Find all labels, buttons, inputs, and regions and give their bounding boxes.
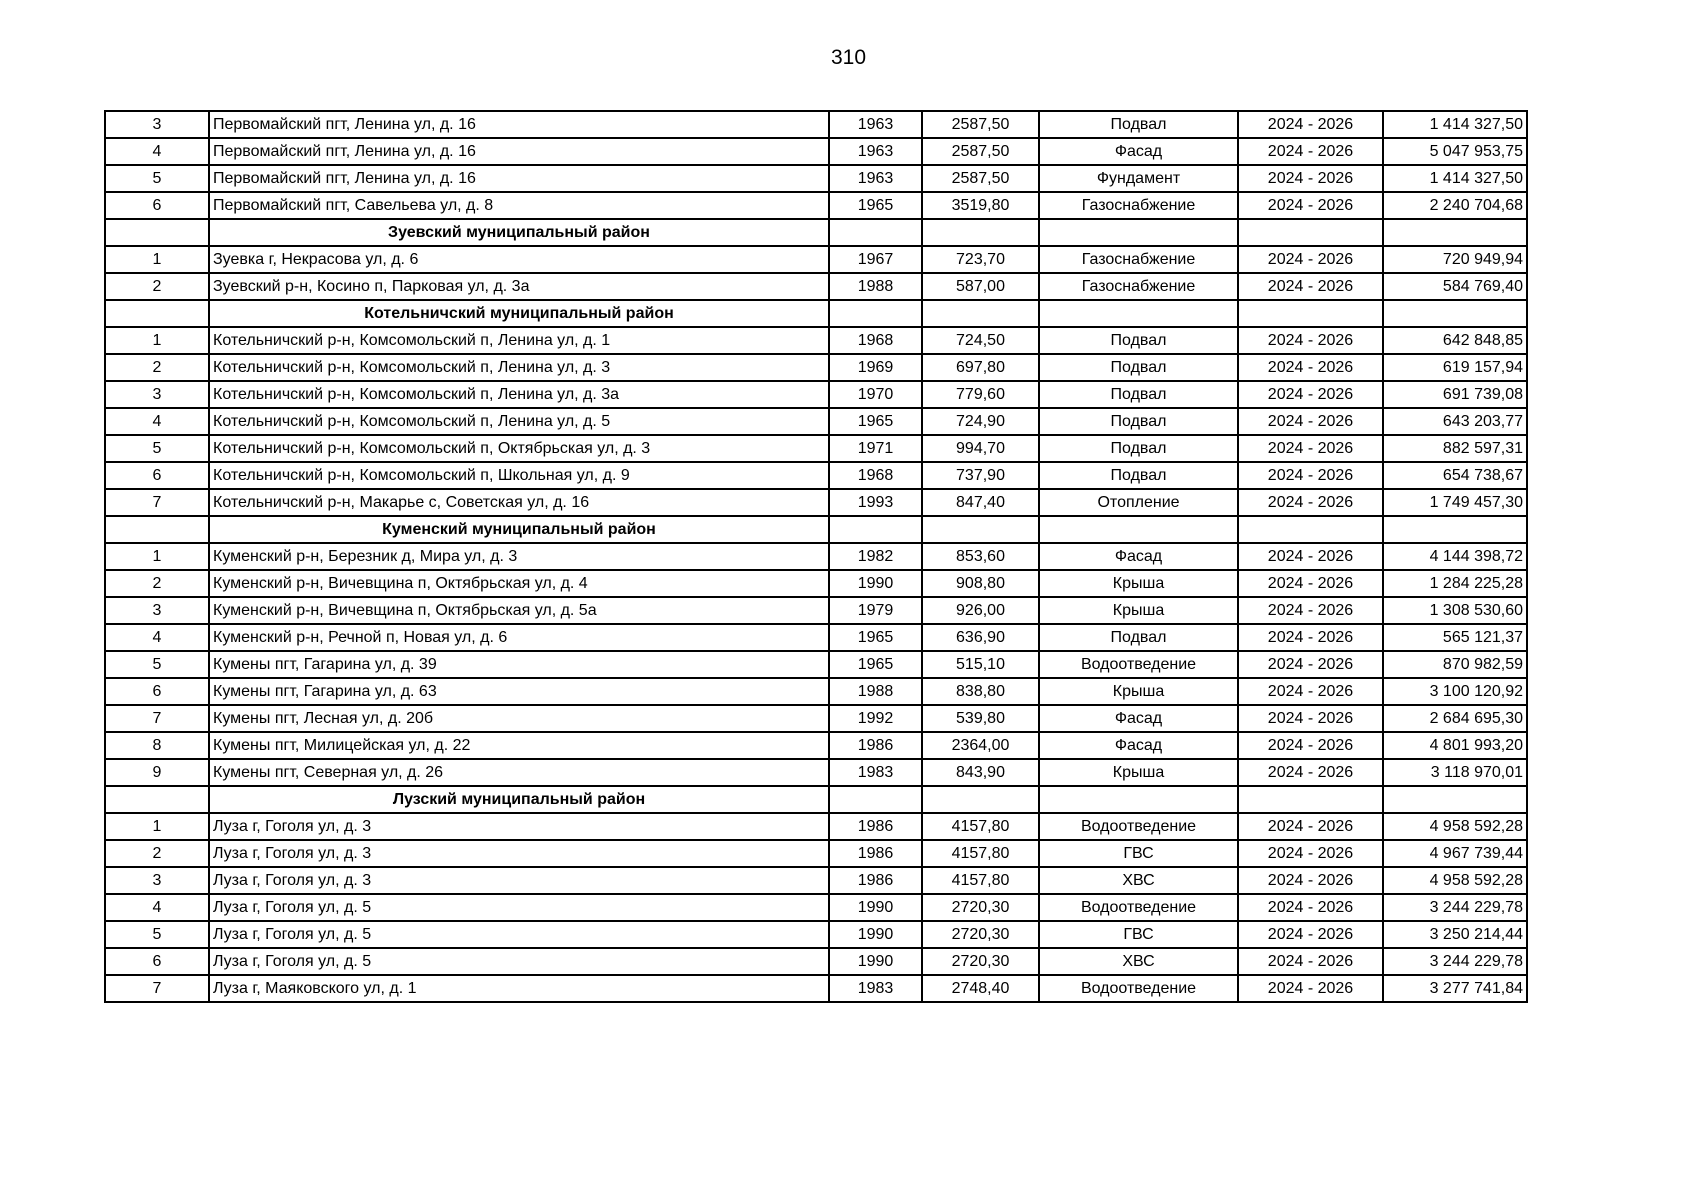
- build-year-cell: 1979: [829, 597, 922, 624]
- work-type-cell: ГВС: [1039, 840, 1238, 867]
- work-type-cell: Водоотведение: [1039, 651, 1238, 678]
- cost-cell: 2 240 704,68: [1383, 192, 1527, 219]
- address-cell: Куменский р-н, Вичевщина п, Октябрьская ул, д. 4: [209, 570, 829, 597]
- table-row: [105, 246, 1527, 273]
- work-type-cell: Подвал: [1039, 327, 1238, 354]
- work-type-cell: Фасад: [1039, 732, 1238, 759]
- table-row: [105, 813, 1527, 840]
- empty-cell: [105, 516, 209, 543]
- area-cell: 2748,40: [922, 975, 1039, 1002]
- build-year-cell: 1967: [829, 246, 922, 273]
- district-header-row: [105, 516, 1527, 543]
- row-number-cell: 2: [105, 354, 209, 381]
- address-cell: Луза г, Гоголя ул, д. 5: [209, 921, 829, 948]
- work-type-cell: Крыша: [1039, 597, 1238, 624]
- table-row: [105, 894, 1527, 921]
- area-cell: 2587,50: [922, 111, 1039, 138]
- period-cell: 2024 - 2026: [1238, 813, 1383, 840]
- table-row: [105, 651, 1527, 678]
- period-cell: 2024 - 2026: [1238, 759, 1383, 786]
- row-number-cell: 7: [105, 705, 209, 732]
- table-row: [105, 921, 1527, 948]
- cost-cell: 4 144 398,72: [1383, 543, 1527, 570]
- area-cell: 853,60: [922, 543, 1039, 570]
- cost-cell: 720 949,94: [1383, 246, 1527, 273]
- address-cell: Котельничский р-н, Макарье с, Советская ул, д. 16: [209, 489, 829, 516]
- area-cell: 779,60: [922, 381, 1039, 408]
- area-cell: 724,90: [922, 408, 1039, 435]
- empty-cell: [1238, 219, 1383, 246]
- empty-cell: [1383, 300, 1527, 327]
- address-cell: Луза г, Гоголя ул, д. 3: [209, 813, 829, 840]
- build-year-cell: 1965: [829, 624, 922, 651]
- work-type-cell: Водоотведение: [1039, 975, 1238, 1002]
- build-year-cell: 1990: [829, 894, 922, 921]
- period-cell: 2024 - 2026: [1238, 651, 1383, 678]
- area-cell: 2587,50: [922, 138, 1039, 165]
- address-cell: Первомайский пгт, Ленина ул, д. 16: [209, 111, 829, 138]
- table-body: [105, 111, 1527, 1002]
- work-type-cell: Отопление: [1039, 489, 1238, 516]
- build-year-cell: 1965: [829, 192, 922, 219]
- empty-cell: [922, 516, 1039, 543]
- address-cell: Луза г, Гоголя ул, д. 3: [209, 867, 829, 894]
- row-number-cell: 3: [105, 111, 209, 138]
- row-number-cell: 2: [105, 570, 209, 597]
- table-row: [105, 948, 1527, 975]
- build-year-cell: 1988: [829, 273, 922, 300]
- work-type-cell: Подвал: [1039, 435, 1238, 462]
- row-number-cell: 1: [105, 327, 209, 354]
- area-cell: 843,90: [922, 759, 1039, 786]
- build-year-cell: 1969: [829, 354, 922, 381]
- cost-cell: 1 284 225,28: [1383, 570, 1527, 597]
- district-title: Лузский муниципальный район: [209, 786, 829, 813]
- build-year-cell: 1963: [829, 165, 922, 192]
- build-year-cell: 1983: [829, 975, 922, 1002]
- row-number-cell: 6: [105, 462, 209, 489]
- row-number-cell: 1: [105, 813, 209, 840]
- period-cell: 2024 - 2026: [1238, 921, 1383, 948]
- build-year-cell: 1968: [829, 462, 922, 489]
- build-year-cell: 1986: [829, 867, 922, 894]
- period-cell: 2024 - 2026: [1238, 894, 1383, 921]
- work-type-cell: Подвал: [1039, 354, 1238, 381]
- period-cell: 2024 - 2026: [1238, 192, 1383, 219]
- address-cell: Кумены пгт, Милицейская ул, д. 22: [209, 732, 829, 759]
- row-number-cell: 3: [105, 867, 209, 894]
- row-number-cell: 6: [105, 678, 209, 705]
- cost-cell: 3 277 741,84: [1383, 975, 1527, 1002]
- address-cell: Кумены пгт, Гагарина ул, д. 63: [209, 678, 829, 705]
- empty-cell: [829, 786, 922, 813]
- table-row: [105, 867, 1527, 894]
- cost-cell: 1 414 327,50: [1383, 111, 1527, 138]
- period-cell: 2024 - 2026: [1238, 327, 1383, 354]
- work-type-cell: Газоснабжение: [1039, 192, 1238, 219]
- address-cell: Луза г, Гоголя ул, д. 5: [209, 894, 829, 921]
- row-number-cell: 1: [105, 246, 209, 273]
- address-cell: Куменский р-н, Речной п, Новая ул, д. 6: [209, 624, 829, 651]
- cost-cell: 1 414 327,50: [1383, 165, 1527, 192]
- empty-cell: [829, 516, 922, 543]
- area-cell: 724,50: [922, 327, 1039, 354]
- empty-cell: [1238, 516, 1383, 543]
- table-row: [105, 975, 1527, 1002]
- cost-cell: 3 244 229,78: [1383, 894, 1527, 921]
- area-cell: 737,90: [922, 462, 1039, 489]
- area-cell: 697,80: [922, 354, 1039, 381]
- empty-cell: [922, 786, 1039, 813]
- work-type-cell: Подвал: [1039, 381, 1238, 408]
- row-number-cell: 8: [105, 732, 209, 759]
- area-cell: 847,40: [922, 489, 1039, 516]
- cost-cell: 654 738,67: [1383, 462, 1527, 489]
- table-row: [105, 489, 1527, 516]
- work-type-cell: Крыша: [1039, 678, 1238, 705]
- work-type-cell: Фасад: [1039, 543, 1238, 570]
- cost-cell: 4 958 592,28: [1383, 867, 1527, 894]
- row-number-cell: 4: [105, 624, 209, 651]
- district-header-row: [105, 786, 1527, 813]
- address-cell: Куменский р-н, Березник д, Мира ул, д. 3: [209, 543, 829, 570]
- area-cell: 723,70: [922, 246, 1039, 273]
- build-year-cell: 1982: [829, 543, 922, 570]
- empty-cell: [105, 300, 209, 327]
- period-cell: 2024 - 2026: [1238, 597, 1383, 624]
- address-cell: Зуевский р-н, Косино п, Парковая ул, д. 3а: [209, 273, 829, 300]
- district-header-row: [105, 219, 1527, 246]
- row-number-cell: 4: [105, 138, 209, 165]
- work-type-cell: Фундамент: [1039, 165, 1238, 192]
- area-cell: 3519,80: [922, 192, 1039, 219]
- period-cell: 2024 - 2026: [1238, 867, 1383, 894]
- cost-cell: 3 244 229,78: [1383, 948, 1527, 975]
- table-row: [105, 192, 1527, 219]
- page-number: 310: [830, 46, 867, 69]
- cost-cell: 870 982,59: [1383, 651, 1527, 678]
- district-title: Куменский муниципальный район: [209, 516, 829, 543]
- cost-cell: 3 250 214,44: [1383, 921, 1527, 948]
- area-cell: 908,80: [922, 570, 1039, 597]
- area-cell: 926,00: [922, 597, 1039, 624]
- period-cell: 2024 - 2026: [1238, 246, 1383, 273]
- address-cell: Первомайский пгт, Ленина ул, д. 16: [209, 138, 829, 165]
- period-cell: 2024 - 2026: [1238, 435, 1383, 462]
- build-year-cell: 1990: [829, 570, 922, 597]
- work-type-cell: Газоснабжение: [1039, 246, 1238, 273]
- area-cell: 636,90: [922, 624, 1039, 651]
- period-cell: 2024 - 2026: [1238, 705, 1383, 732]
- work-type-cell: Подвал: [1039, 408, 1238, 435]
- work-type-cell: ХВС: [1039, 867, 1238, 894]
- empty-cell: [1238, 786, 1383, 813]
- work-type-cell: Подвал: [1039, 624, 1238, 651]
- address-cell: Зуевка г, Некрасова ул, д. 6: [209, 246, 829, 273]
- cost-cell: 1 308 530,60: [1383, 597, 1527, 624]
- empty-cell: [1039, 786, 1238, 813]
- row-number-cell: 3: [105, 381, 209, 408]
- area-cell: 587,00: [922, 273, 1039, 300]
- area-cell: 4157,80: [922, 813, 1039, 840]
- work-type-cell: Водоотведение: [1039, 894, 1238, 921]
- row-number-cell: 5: [105, 921, 209, 948]
- area-cell: 4157,80: [922, 867, 1039, 894]
- table-row: [105, 462, 1527, 489]
- period-cell: 2024 - 2026: [1238, 138, 1383, 165]
- period-cell: 2024 - 2026: [1238, 111, 1383, 138]
- table-row: [105, 381, 1527, 408]
- empty-cell: [829, 219, 922, 246]
- work-type-cell: Фасад: [1039, 138, 1238, 165]
- cost-cell: 565 121,37: [1383, 624, 1527, 651]
- row-number-cell: 2: [105, 273, 209, 300]
- table-row: [105, 435, 1527, 462]
- table-row: [105, 111, 1527, 138]
- row-number-cell: 4: [105, 894, 209, 921]
- cost-cell: 3 118 970,01: [1383, 759, 1527, 786]
- cost-cell: 1 749 457,30: [1383, 489, 1527, 516]
- table-row: [105, 273, 1527, 300]
- cost-cell: 4 967 739,44: [1383, 840, 1527, 867]
- district-title: Зуевский муниципальный район: [209, 219, 829, 246]
- table-row: [105, 678, 1527, 705]
- build-year-cell: 1965: [829, 651, 922, 678]
- build-year-cell: 1986: [829, 840, 922, 867]
- table-row: [105, 138, 1527, 165]
- cost-cell: 643 203,77: [1383, 408, 1527, 435]
- empty-cell: [922, 300, 1039, 327]
- empty-cell: [1383, 786, 1527, 813]
- row-number-cell: 5: [105, 651, 209, 678]
- address-cell: Котельничский р-н, Комсомольский п, Октябрьская ул, д. 3: [209, 435, 829, 462]
- area-cell: 539,80: [922, 705, 1039, 732]
- table-row: [105, 624, 1527, 651]
- period-cell: 2024 - 2026: [1238, 543, 1383, 570]
- table-row: [105, 570, 1527, 597]
- cost-cell: 4 801 993,20: [1383, 732, 1527, 759]
- build-year-cell: 1965: [829, 408, 922, 435]
- period-cell: 2024 - 2026: [1238, 165, 1383, 192]
- area-cell: 2720,30: [922, 894, 1039, 921]
- area-cell: 2364,00: [922, 732, 1039, 759]
- build-year-cell: 1971: [829, 435, 922, 462]
- row-number-cell: 5: [105, 435, 209, 462]
- build-year-cell: 1986: [829, 813, 922, 840]
- work-type-cell: Газоснабжение: [1039, 273, 1238, 300]
- empty-cell: [1238, 300, 1383, 327]
- build-year-cell: 1983: [829, 759, 922, 786]
- empty-cell: [829, 300, 922, 327]
- empty-cell: [1383, 219, 1527, 246]
- cost-cell: 3 100 120,92: [1383, 678, 1527, 705]
- period-cell: 2024 - 2026: [1238, 408, 1383, 435]
- table-row: [105, 597, 1527, 624]
- build-year-cell: 1986: [829, 732, 922, 759]
- repair-program-table: [104, 110, 1528, 1003]
- period-cell: 2024 - 2026: [1238, 381, 1383, 408]
- empty-cell: [105, 219, 209, 246]
- area-cell: 515,10: [922, 651, 1039, 678]
- district-title: Котельничский муниципальный район: [209, 300, 829, 327]
- work-type-cell: ХВС: [1039, 948, 1238, 975]
- empty-cell: [922, 219, 1039, 246]
- area-cell: 4157,80: [922, 840, 1039, 867]
- period-cell: 2024 - 2026: [1238, 948, 1383, 975]
- period-cell: 2024 - 2026: [1238, 273, 1383, 300]
- build-year-cell: 1988: [829, 678, 922, 705]
- area-cell: 994,70: [922, 435, 1039, 462]
- table-row: [105, 354, 1527, 381]
- period-cell: 2024 - 2026: [1238, 354, 1383, 381]
- table-row: [105, 732, 1527, 759]
- period-cell: 2024 - 2026: [1238, 678, 1383, 705]
- address-cell: Котельничский р-н, Комсомольский п, Ленина ул, д. 3: [209, 354, 829, 381]
- build-year-cell: 1963: [829, 111, 922, 138]
- cost-cell: 2 684 695,30: [1383, 705, 1527, 732]
- cost-cell: 4 958 592,28: [1383, 813, 1527, 840]
- table-row: [105, 408, 1527, 435]
- empty-cell: [105, 786, 209, 813]
- address-cell: Куменский р-н, Вичевщина п, Октябрьская ул, д. 5а: [209, 597, 829, 624]
- build-year-cell: 1970: [829, 381, 922, 408]
- period-cell: 2024 - 2026: [1238, 624, 1383, 651]
- row-number-cell: 7: [105, 975, 209, 1002]
- table-row: [105, 759, 1527, 786]
- build-year-cell: 1968: [829, 327, 922, 354]
- address-cell: Кумены пгт, Северная ул, д. 26: [209, 759, 829, 786]
- table-row: [105, 705, 1527, 732]
- row-number-cell: 7: [105, 489, 209, 516]
- build-year-cell: 1963: [829, 138, 922, 165]
- period-cell: 2024 - 2026: [1238, 489, 1383, 516]
- work-type-cell: Крыша: [1039, 570, 1238, 597]
- area-cell: 838,80: [922, 678, 1039, 705]
- address-cell: Котельничский р-н, Комсомольский п, Ленина ул, д. 3а: [209, 381, 829, 408]
- cost-cell: 642 848,85: [1383, 327, 1527, 354]
- cost-cell: 5 047 953,75: [1383, 138, 1527, 165]
- period-cell: 2024 - 2026: [1238, 732, 1383, 759]
- address-cell: Котельничский р-н, Комсомольский п, Ленина ул, д. 5: [209, 408, 829, 435]
- build-year-cell: 1993: [829, 489, 922, 516]
- cost-cell: 584 769,40: [1383, 273, 1527, 300]
- empty-cell: [1039, 516, 1238, 543]
- work-type-cell: ГВС: [1039, 921, 1238, 948]
- cost-cell: 882 597,31: [1383, 435, 1527, 462]
- row-number-cell: 9: [105, 759, 209, 786]
- work-type-cell: Водоотведение: [1039, 813, 1238, 840]
- work-type-cell: Подвал: [1039, 462, 1238, 489]
- address-cell: Первомайский пгт, Савельева ул, д. 8: [209, 192, 829, 219]
- address-cell: Луза г, Гоголя ул, д. 5: [209, 948, 829, 975]
- empty-cell: [1039, 300, 1238, 327]
- address-cell: Котельничский р-н, Комсомольский п, Ленина ул, д. 1: [209, 327, 829, 354]
- period-cell: 2024 - 2026: [1238, 975, 1383, 1002]
- row-number-cell: 4: [105, 408, 209, 435]
- period-cell: 2024 - 2026: [1238, 570, 1383, 597]
- period-cell: 2024 - 2026: [1238, 462, 1383, 489]
- row-number-cell: 2: [105, 840, 209, 867]
- period-cell: 2024 - 2026: [1238, 840, 1383, 867]
- build-year-cell: 1990: [829, 921, 922, 948]
- cost-cell: 691 739,08: [1383, 381, 1527, 408]
- area-cell: 2720,30: [922, 948, 1039, 975]
- work-type-cell: Крыша: [1039, 759, 1238, 786]
- table-row: [105, 327, 1527, 354]
- address-cell: Луза г, Гоголя ул, д. 3: [209, 840, 829, 867]
- row-number-cell: 3: [105, 597, 209, 624]
- build-year-cell: 1990: [829, 948, 922, 975]
- row-number-cell: 6: [105, 948, 209, 975]
- district-header-row: [105, 300, 1527, 327]
- area-cell: 2587,50: [922, 165, 1039, 192]
- empty-cell: [1383, 516, 1527, 543]
- row-number-cell: 6: [105, 192, 209, 219]
- row-number-cell: 5: [105, 165, 209, 192]
- empty-cell: [1039, 219, 1238, 246]
- address-cell: Кумены пгт, Гагарина ул, д. 39: [209, 651, 829, 678]
- table-row: [105, 840, 1527, 867]
- work-type-cell: Фасад: [1039, 705, 1238, 732]
- address-cell: Котельничский р-н, Комсомольский п, Школьная ул, д. 9: [209, 462, 829, 489]
- work-type-cell: Подвал: [1039, 111, 1238, 138]
- address-cell: Луза г, Маяковского ул, д. 1: [209, 975, 829, 1002]
- area-cell: 2720,30: [922, 921, 1039, 948]
- address-cell: Первомайский пгт, Ленина ул, д. 16: [209, 165, 829, 192]
- table-row: [105, 543, 1527, 570]
- table-row: [105, 165, 1527, 192]
- cost-cell: 619 157,94: [1383, 354, 1527, 381]
- address-cell: Кумены пгт, Лесная ул, д. 20б: [209, 705, 829, 732]
- row-number-cell: 1: [105, 543, 209, 570]
- build-year-cell: 1992: [829, 705, 922, 732]
